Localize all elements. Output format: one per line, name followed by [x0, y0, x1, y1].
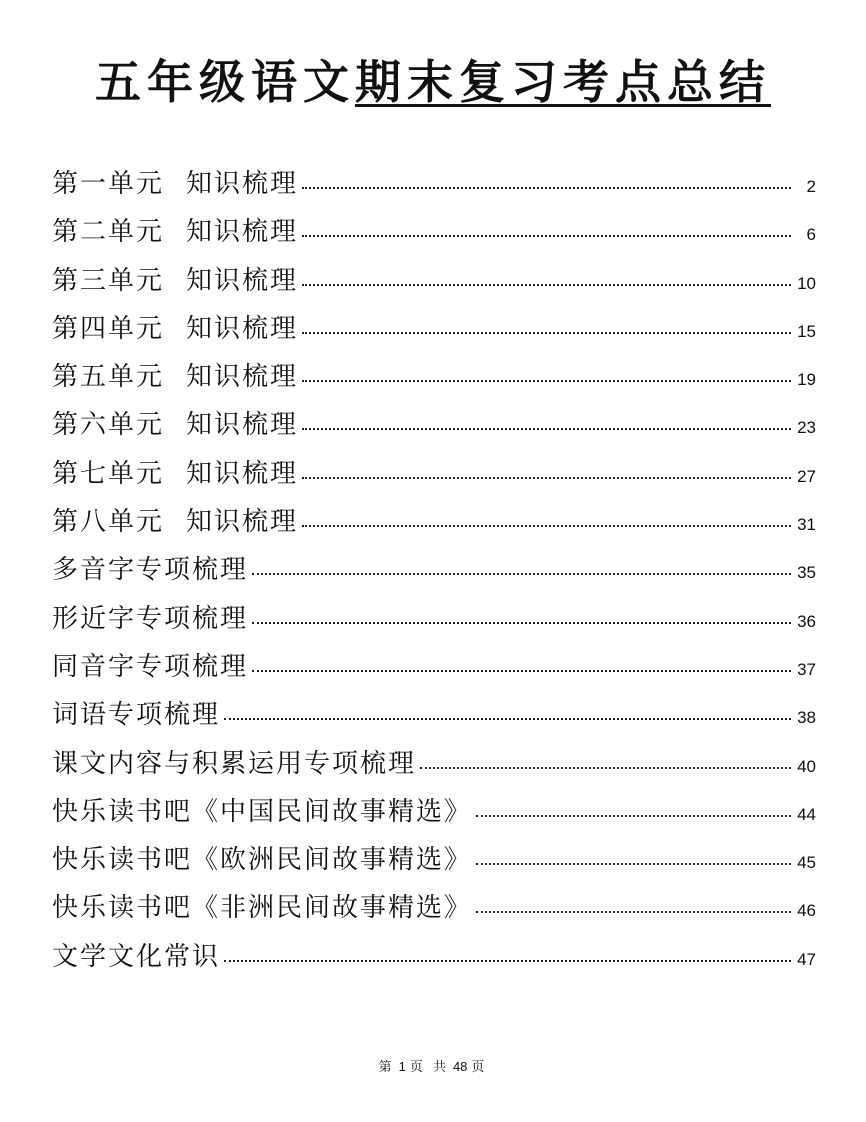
- toc-dot-leader: [302, 380, 791, 382]
- toc-entry[interactable]: [52, 836, 816, 884]
- toc-entry-label: [52, 160, 298, 208]
- toc-entry-page-number: 47: [797, 949, 816, 969]
- toc-dot-leader: [476, 863, 791, 865]
- toc-dot-leader: [302, 187, 791, 189]
- page-footer: [0, 1056, 866, 1075]
- toc-dot-leader: [476, 911, 791, 913]
- toc-dot-leader: [420, 767, 791, 769]
- toc-entry-page-number: 44: [797, 804, 816, 824]
- toc-dot-leader: [302, 525, 791, 527]
- toc-entry-label: [52, 933, 220, 981]
- toc-entry-unit: 词语专项梳理: [52, 700, 221, 731]
- toc-entry[interactable]: [52, 884, 816, 932]
- toc-entry-label: [52, 595, 248, 643]
- toc-dot-leader: [224, 718, 791, 720]
- toc-entry-topic: 知识梳理: [186, 362, 299, 393]
- toc-entry[interactable]: [52, 643, 816, 691]
- toc-entry-topic: 知识梳理: [186, 458, 299, 489]
- toc-entry-unit: 第四单元: [52, 313, 165, 344]
- toc-entry-page-number: 38: [797, 708, 816, 728]
- toc-entry[interactable]: [52, 450, 816, 498]
- toc-entry-label: [52, 546, 248, 594]
- toc-entry[interactable]: [52, 691, 816, 739]
- toc-entry-unit: 快乐读书吧《欧洲民间故事精选》: [52, 845, 473, 876]
- toc-entry-unit: 同音字专项梳理: [52, 651, 249, 682]
- toc-entry-unit: 第八单元: [52, 507, 165, 538]
- toc-entry[interactable]: [52, 546, 816, 594]
- toc-entry[interactable]: [52, 208, 816, 256]
- page-title: [0, 50, 866, 114]
- toc-entry[interactable]: [52, 305, 816, 353]
- toc-entry-page-number: 46: [797, 901, 816, 921]
- toc-entry-unit: 第一单元: [52, 169, 165, 199]
- toc-entry-unit: 第二单元: [52, 217, 165, 248]
- toc-dot-leader: [302, 284, 791, 286]
- toc-entry-label: [52, 740, 416, 788]
- title-underlined: 期末复习考点总结: [355, 55, 771, 109]
- toc-entry-page-number: 19: [797, 370, 816, 390]
- toc-entry[interactable]: [52, 498, 816, 546]
- toc-entry-page-number: 2: [806, 177, 816, 196]
- footer-prefix: 第: [378, 1060, 395, 1075]
- toc-entry-page-number: 31: [797, 515, 816, 535]
- toc-dot-leader: [252, 622, 791, 624]
- footer-middle: 页 共: [409, 1060, 449, 1075]
- toc-entry-label: [52, 401, 298, 449]
- toc-dot-leader: [476, 815, 791, 817]
- toc-entry[interactable]: [52, 353, 816, 401]
- toc-entry-label: [52, 498, 298, 546]
- toc-dot-leader: [302, 332, 791, 334]
- toc-entry-topic: 知识梳理: [186, 169, 299, 199]
- toc-entry-page-number: 15: [797, 321, 816, 341]
- toc-entry[interactable]: [52, 595, 816, 643]
- toc-entry-label: [52, 208, 298, 256]
- toc-entry-page-number: 45: [797, 853, 816, 873]
- toc-entry-page-number: 40: [797, 756, 816, 776]
- toc-dot-leader: [252, 573, 791, 575]
- toc-entry-unit: 第三单元: [52, 265, 165, 296]
- toc-entry-page-number: 37: [797, 659, 816, 679]
- toc-entry-unit: 形近字专项梳理: [52, 603, 249, 634]
- toc-entry-unit: 文学文化常识: [52, 941, 221, 972]
- toc-dot-leader: [302, 428, 791, 430]
- toc-entry[interactable]: [52, 257, 816, 305]
- toc-entry-label: [52, 450, 298, 498]
- toc-entry-label: [52, 788, 472, 836]
- toc-entry-page-number: 6: [806, 225, 816, 245]
- toc-dot-leader: [224, 960, 791, 962]
- toc-entry-label: [52, 353, 298, 401]
- toc-entry-unit: 第七单元: [52, 458, 165, 489]
- toc-entry[interactable]: [52, 788, 816, 836]
- toc-entry[interactable]: [52, 401, 816, 449]
- toc-entry-label: [52, 305, 298, 353]
- toc-entry-unit: 第五单元: [52, 362, 165, 393]
- toc-entry-label: [52, 257, 298, 305]
- toc-entry-label: [52, 691, 220, 739]
- toc-entry-unit: 快乐读书吧《中国民间故事精选》: [52, 796, 473, 827]
- footer-suffix: 页: [471, 1060, 488, 1075]
- toc-entry-unit: 快乐读书吧《非洲民间故事精选》: [52, 893, 473, 924]
- toc-entry-unit: 多音字专项梳理: [52, 555, 249, 586]
- footer-total-pages: 48: [452, 1059, 468, 1074]
- toc-entry-page-number: 23: [797, 418, 816, 438]
- toc-dot-leader: [252, 670, 791, 672]
- toc-entry-topic: 知识梳理: [186, 507, 299, 538]
- toc-entry-page-number: 27: [797, 466, 816, 486]
- toc-entry-label: [52, 836, 472, 884]
- toc-dot-leader: [302, 235, 791, 237]
- toc-dot-leader: [302, 477, 791, 479]
- toc-entry-topic: 知识梳理: [186, 410, 299, 441]
- toc-entry[interactable]: [52, 933, 816, 981]
- toc-entry-unit: 课文内容与积累运用专项梳理: [52, 748, 417, 779]
- toc-entry[interactable]: [52, 740, 816, 788]
- toc-entry-topic: 知识梳理: [186, 265, 299, 296]
- toc-entry-topic: 知识梳理: [186, 313, 299, 344]
- table-of-contents: [52, 160, 816, 981]
- toc-entry-page-number: 36: [797, 611, 816, 631]
- toc-entry-label: [52, 884, 472, 932]
- toc-entry-topic: 知识梳理: [186, 217, 299, 248]
- footer-current-page: 1: [398, 1059, 406, 1074]
- toc-entry-page-number: 35: [797, 563, 816, 583]
- title-plain: 五年级语文: [95, 55, 355, 109]
- toc-entry-page-number: 10: [797, 273, 816, 293]
- toc-entry[interactable]: [52, 160, 816, 208]
- toc-entry-label: [52, 643, 248, 691]
- toc-entry-unit: 第六单元: [52, 410, 165, 441]
